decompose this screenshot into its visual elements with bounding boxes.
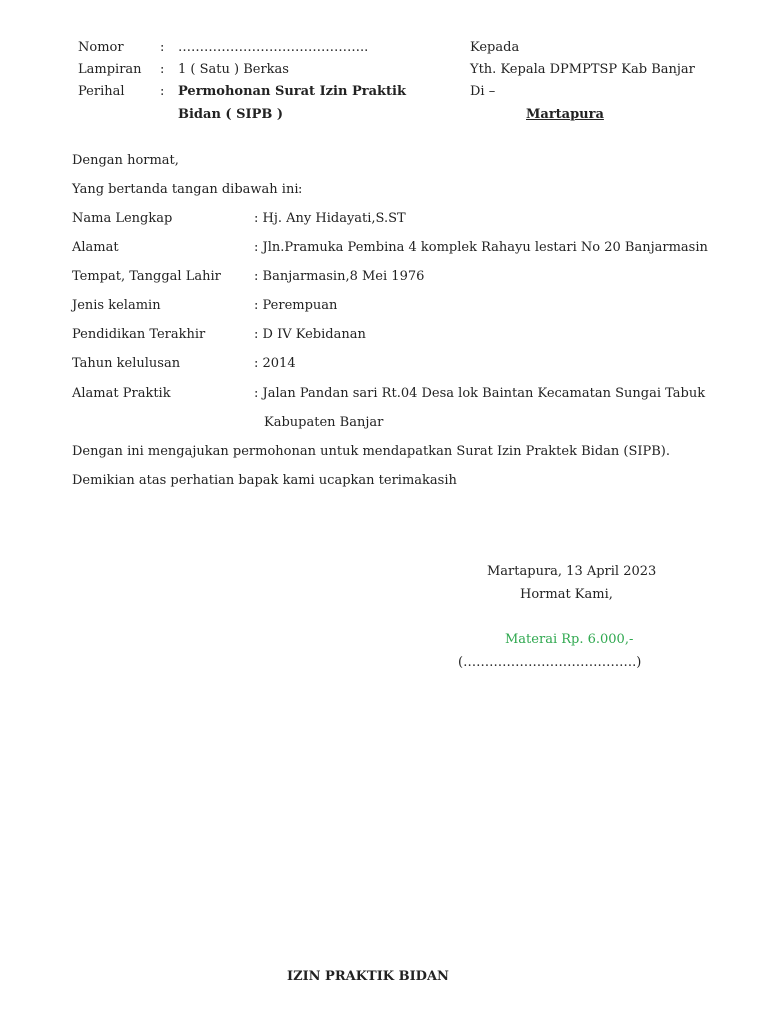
- recipient-yth: Yth. Kepala DPMPTSP Kab Banjar: [470, 62, 695, 77]
- field-label-pendidikan: Pendidikan Terakhir: [72, 327, 206, 342]
- field-value-alamat: : Jln.Pramuka Pembina 4 komplek Rahayu lestari No 20 Banjarmasin: [254, 240, 708, 255]
- perihal-colon: :: [160, 84, 165, 99]
- lampiran-label: Lampiran: [78, 62, 142, 77]
- intro-colon: :: [298, 182, 303, 197]
- field-value-alamat-praktik-cont: Kabupaten Banjar: [264, 415, 384, 430]
- paragraph-request: Dengan ini mengajukan permohonan untuk mendapatkan Surat Izin Praktek Bidan (SIPB).: [72, 444, 671, 459]
- field-label-nama: Nama Lengkap: [72, 211, 173, 226]
- lampiran-colon: :: [160, 62, 165, 77]
- perihal-line1: Permohonan Surat Izin Praktik: [178, 84, 406, 99]
- perihal-label: Perihal: [78, 84, 125, 99]
- perihal-line2: Bidan ( SIPB ): [178, 107, 284, 122]
- field-label-ttl: Tempat, Tanggal Lahir: [72, 269, 221, 284]
- field-value-nama: : Hj. Any Hidayati,S.ST: [254, 211, 406, 226]
- salutation: Dengan hormat,: [72, 153, 179, 168]
- field-value-ttl: : Banjarmasin,8 Mei 1976: [254, 269, 425, 284]
- field-label-alamat-praktik: Alamat Praktik: [72, 386, 171, 401]
- field-value-alamat-praktik: : Jalan Pandan sari Rt.04 Desa lok Baintan Kecamatan Sungai Tabuk: [254, 386, 706, 401]
- signature-name-placeholder: (………………………………….): [458, 655, 642, 670]
- field-value-pendidikan: : D IV Kebidanan: [254, 327, 366, 342]
- signature-place-date: Martapura, 13 April 2023: [487, 564, 657, 579]
- paragraph-closing: Demikian atas perhatian bapak kami ucapkan terimakasih: [72, 473, 457, 488]
- field-label-jenis-kelamin: Jenis kelamin: [72, 298, 161, 313]
- lampiran-value: 1 ( Satu ) Berkas: [178, 62, 289, 77]
- signature-closing: Hormat Kami,: [520, 587, 613, 602]
- nomor-colon: :: [160, 40, 165, 55]
- nomor-value: ……………………………………..: [178, 40, 369, 55]
- nomor-label: Nomor: [78, 40, 124, 55]
- recipient-kepada: Kepada: [470, 40, 520, 55]
- materai-label: Materai Rp. 6.000,-: [505, 632, 634, 647]
- field-label-alamat: Alamat: [72, 240, 119, 255]
- field-label-tahun-kelulusan: Tahun kelulusan: [72, 356, 181, 371]
- field-value-jenis-kelamin: : Perempuan: [254, 298, 338, 313]
- recipient-di: Di –: [470, 84, 496, 99]
- field-value-tahun-kelulusan: : 2014: [254, 356, 296, 371]
- footer-title: IZIN PRAKTIK BIDAN: [287, 969, 449, 984]
- recipient-city: Martapura: [526, 107, 604, 122]
- intro-text: Yang bertanda tangan dibawah ini: [72, 182, 299, 197]
